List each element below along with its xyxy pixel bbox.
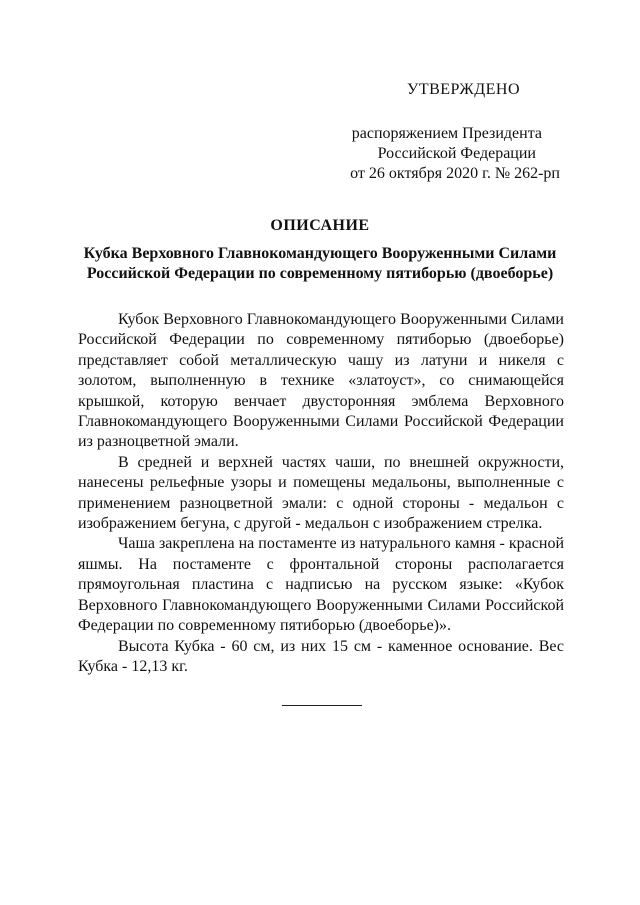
paragraph-dimensions: Высота Кубка - 60 см, из них 15 см - каменное основание. Вес Кубка - 12,13 кг. [78,637,564,675]
approval-line-date-number: от 26 октября 2020 г. № 262-рп [350,165,560,182]
paragraph-pedestal: Чаша закреплена на постаменте из натурального камня - красной яшмы. На постаменте с фронтальной стороны располагается прямоугольная пластина с надписью на русском языке: «Кубок Верховного Главнокомандующего Вооруженными Силами Российской Федерации по современному пятиборью (двоеборье)». [78,535,564,635]
approval-line-country: Российской Федерации [377,145,536,162]
end-divider [282,705,362,706]
paragraph-description: Кубок Верховного Главнокомандующего Вооруженными Силами Российской Федерации по современному пятиборью (двоеборье) представляет собой металлическую чашу из латуни и никеля с золотом, выполненную в технике «златоуст», со снимающейся крышкой, которую венчает двусторонняя эмблема Верховного Главнокомандующего Вооруженными Силами Российской Федерации из разноцветной эмали. [78,311,564,451]
document-title-block [80,216,560,284]
approval-stamp: УТВЕРЖДЕНО [406,81,520,98]
document-subtitle: Кубка Верховного Главнокомандующего Вооруженными Силами Российской Федерации по современному пятиборью (двоеборье) [83,245,557,282]
document-heading: ОПИСАНИЕ [270,217,370,234]
approval-line-authority: распоряжением Президента [351,125,542,142]
approval-block [320,80,560,184]
paragraph-decoration: В средней и верхней частях чаши, по внешней окружности, нанесены рельефные узоры и помещены медальоны, выполненные с применением разноцветной эмали: с одной стороны - медальон с изображением бегуна, с другой - медальон с изображением стрелка. [78,453,564,533]
document-body [78,310,564,677]
